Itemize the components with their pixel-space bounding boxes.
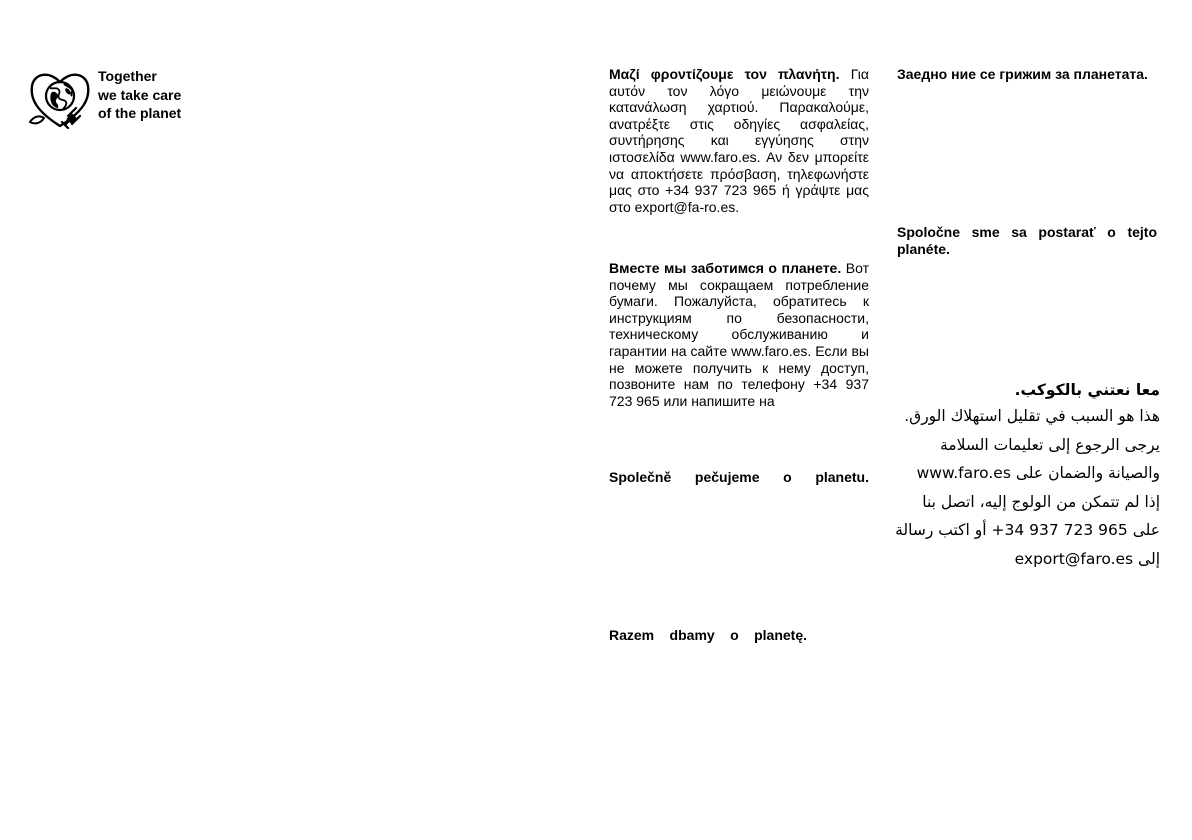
arabic-line-5-post: أو اكتب رسالة: [895, 521, 987, 540]
arabic-email-link[interactable]: export@faro.es: [1014, 549, 1134, 568]
tagline-line-1: Together: [98, 68, 157, 84]
arabic-website-link[interactable]: www.faro.es: [916, 464, 1011, 483]
russian-body: Вот почему мы сокращаем потребление бумаги. Пожалуйста, обратитесь к инструкциям по безопасности, техническому обслуживанию и гарантии на сайте www.faro.es. Если вы не можете получить к нему доступ, позвоните нам по телефону +34 937 723 965 или напишите на: [609, 260, 870, 409]
arabic-line-3: [894, 459, 1160, 488]
arabic-line-6: [894, 545, 1160, 574]
polish-section: [609, 627, 807, 644]
arabic-line-6-pre: إلى: [1138, 549, 1160, 568]
arabic-line-5: [894, 516, 1160, 545]
russian-section: [609, 260, 869, 409]
arabic-line-3-text: والصيانة والضمان على: [1015, 464, 1160, 483]
greek-body: Για αυτόν τον λόγο μειώνουμε την κατανάλωση χαρτιού. Παρακαλούμε, ανατρέξτε στις οδηγίες ασφαλείας, συντήρησης και εγγύησης στην ιστοσελίδα www.faro.es. Αν δεν μπορείτε να αποκτήσετε πρόσβαση, τηλεφωνήστε μας στο +34 937 723 965 ή γράψτε μας στο export@fa-ro.es.: [609, 66, 870, 215]
brand-tagline: [98, 67, 181, 123]
bulgarian-section: [897, 66, 1157, 83]
arabic-line-4: إذا لم تتمكن من الولوج إليه، اتصل بنا: [922, 492, 1160, 511]
greek-heading: Μαζί φροντίζουμε τον πλανήτη.: [609, 66, 840, 82]
greek-section: [609, 66, 869, 215]
czech-heading: Společně pečujeme o planetu.: [609, 469, 869, 485]
tagline-line-3: of the planet: [98, 105, 182, 121]
slovak-section: [897, 224, 1157, 257]
bulgarian-heading: Заедно ние се грижим за планетата.: [897, 66, 1148, 82]
arabic-phone: +34 937 723 965: [991, 521, 1128, 540]
arabic-line-1: هذا هو السبب في تقليل استهلاك الورق.: [904, 407, 1160, 425]
russian-heading: Вместе мы заботимся о планете.: [609, 260, 842, 276]
arabic-section: [894, 378, 1160, 574]
arabic-line-2: يرجى الرجوع إلى تعليمات السلامة: [939, 435, 1160, 454]
polish-heading: Razem dbamy o planetę.: [609, 627, 807, 643]
tagline-line-2: we take care: [98, 86, 182, 103]
czech-section: [609, 469, 869, 486]
arabic-heading: معا نعتني بالكوكب.: [1014, 381, 1160, 399]
heart-globe-plug-icon: [28, 66, 92, 132]
slovak-heading: Spoločne sme sa postarať o tejto planéte.: [897, 224, 1157, 257]
arabic-line-5-pre: على: [1132, 521, 1160, 540]
